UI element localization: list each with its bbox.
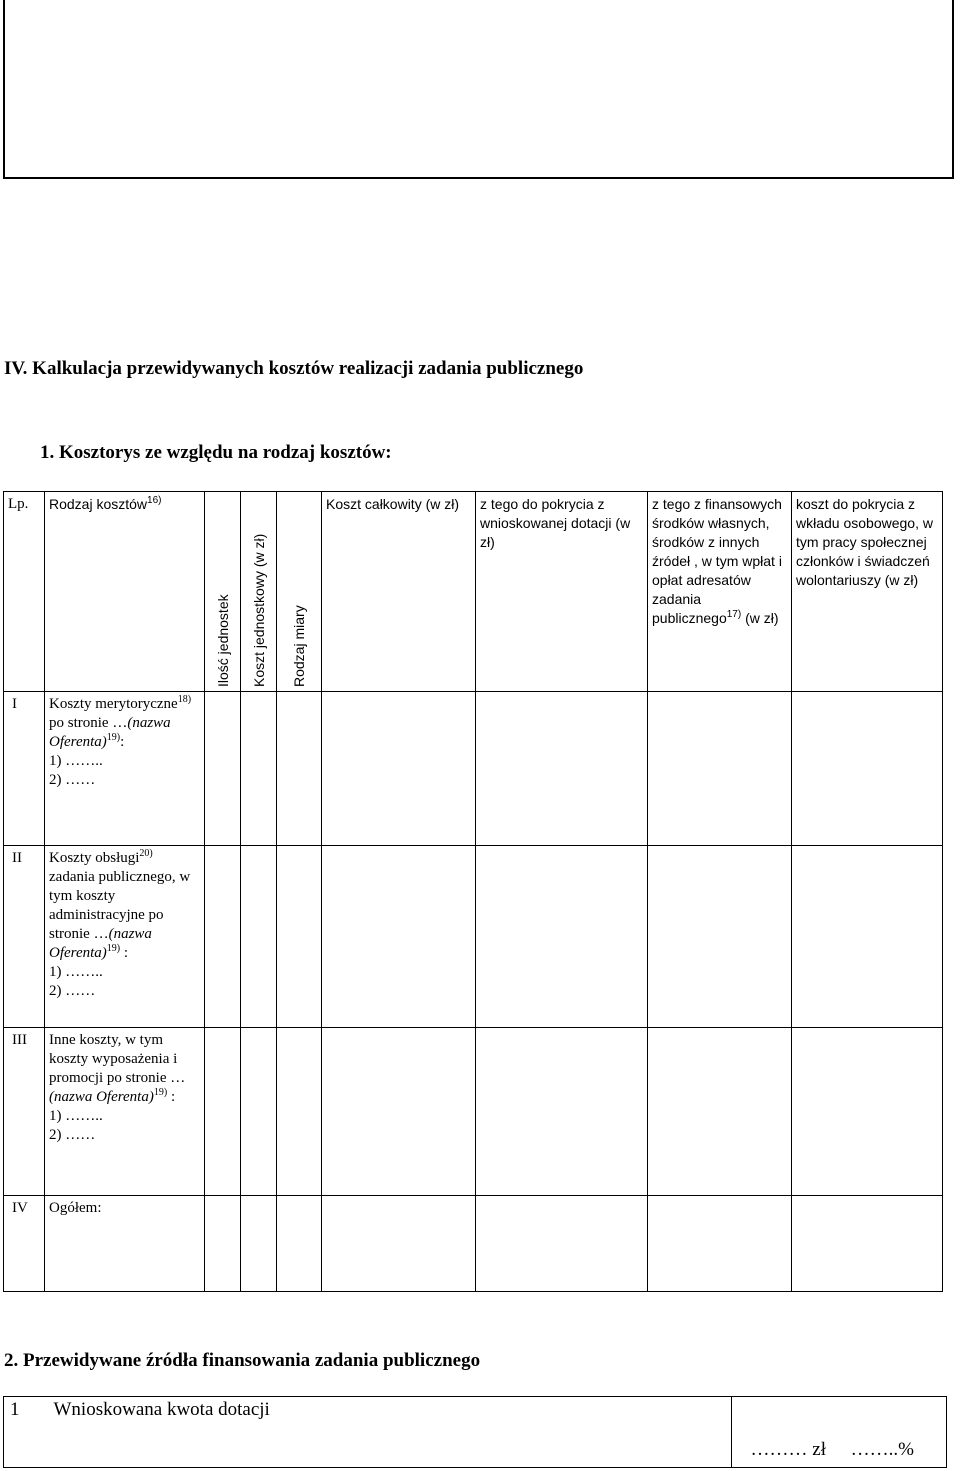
table-row [4, 692, 943, 846]
cost-table [3, 491, 943, 1292]
row-line-2: 2) …… [49, 1127, 96, 1143]
cell[interactable] [205, 1028, 241, 1196]
cell[interactable] [648, 692, 792, 846]
header-ilosc-jednostek [205, 492, 241, 692]
header-rodzaj-kosztow [45, 492, 205, 692]
section-1-title: 1. Kosztorys ze względu na rodzaj kosztów: [40, 442, 392, 463]
header-z-finansowych [648, 492, 792, 692]
row-line-1: 1) …….. [49, 964, 103, 980]
cell[interactable] [205, 1196, 241, 1292]
row-lp: II [4, 846, 45, 1028]
row-text: Inne koszty, w tym koszty wyposażenia i promocji po stronie … [49, 1032, 186, 1086]
row-description: Ogółem: [45, 1196, 205, 1292]
row-description [45, 692, 205, 846]
cell[interactable] [648, 846, 792, 1028]
section-2-title: 2. Przewidywane źródła finansowania zadania publicznego [4, 1350, 481, 1371]
header-rodzaj-kosztow-label: Rodzaj kosztów [49, 496, 148, 512]
header-osobowego: koszt do pokrycia z wkładu osobowego, w tym pracy społecznej członków i świadczeń wolontariuszy (w zł) [792, 492, 943, 692]
cell[interactable] [476, 692, 648, 846]
funding-num: 1 [4, 1397, 48, 1468]
row-oferent: (nazwa Oferenta) [49, 715, 171, 750]
cell[interactable] [322, 846, 476, 1028]
row-colon: : [167, 1089, 176, 1105]
funding-zl: ……… zł [750, 1439, 826, 1460]
cell[interactable] [241, 1028, 277, 1196]
cell[interactable] [476, 846, 648, 1028]
cell[interactable] [648, 1028, 792, 1196]
header-koszt-jednostkowy [241, 492, 277, 692]
row-lp: IV [4, 1196, 45, 1292]
table-row [4, 1028, 943, 1196]
cell[interactable] [792, 1196, 943, 1292]
row-description [45, 846, 205, 1028]
header-rodzaj-miary-label: Rodzaj miary [291, 605, 307, 687]
row-line-1: 1) …….. [49, 753, 103, 769]
cell[interactable] [277, 846, 322, 1028]
row-text-cont: po stronie … [49, 715, 128, 731]
header-z-finansowych-label: z tego z finansowych środków własnych, środków z innych źródeł , w tym wpłat i opłat adresatów zadania publicznego [652, 496, 782, 626]
row-footnote-19: 19) [153, 1087, 168, 1098]
cell[interactable] [648, 1196, 792, 1292]
header-lp: Lp. [4, 492, 45, 692]
header-row [4, 492, 943, 692]
funding-table [3, 1396, 947, 1468]
cell[interactable] [241, 1196, 277, 1292]
footnote-17: 17) [726, 609, 742, 620]
row-footnote-19: 19) [106, 732, 121, 743]
row-lp: III [4, 1028, 45, 1196]
cell[interactable] [322, 692, 476, 846]
cell[interactable] [277, 1196, 322, 1292]
row-text-cont: zadania publicznego, w tym koszty administracyjne po stronie … [49, 869, 191, 942]
header-z-dotacji: z tego do pokrycia z wnioskowanej dotacji (w zł) [476, 492, 648, 692]
row-lp: I [4, 692, 45, 846]
funding-pct: ……..% [850, 1439, 914, 1460]
row-line-2: 2) …… [49, 772, 96, 788]
row-line-1: 1) …….. [49, 1108, 103, 1124]
cell[interactable] [277, 1028, 322, 1196]
table-row-total [4, 1196, 943, 1292]
header-koszt-calkowity: Koszt całkowity (w zł) [322, 492, 476, 692]
cell[interactable] [241, 692, 277, 846]
cell[interactable] [205, 692, 241, 846]
row-oferent: (nazwa Oferenta) [49, 1089, 154, 1105]
row-text: Koszty merytoryczne [49, 696, 178, 712]
header-koszt-jednostkowy-label: Koszt jednostkowy (w zł) [250, 533, 267, 687]
row-colon: : [120, 734, 125, 750]
row-description [45, 1028, 205, 1196]
cell[interactable] [322, 1196, 476, 1292]
row-footnote-19: 19) [106, 943, 121, 954]
cell[interactable] [205, 846, 241, 1028]
cell[interactable] [476, 1028, 648, 1196]
cell[interactable] [792, 1028, 943, 1196]
cell[interactable] [322, 1028, 476, 1196]
section-iv-title: IV. Kalkulacja przewidywanych kosztów realizacji zadania publicznego [4, 358, 584, 379]
table-row [4, 846, 943, 1028]
footnote-16: 16) [147, 495, 162, 506]
row-footnote: 20) [139, 848, 153, 859]
funding-label: Wnioskowana kwota dotacji [48, 1397, 732, 1468]
header-ilosc-jednostek-label: Ilość jednostek [214, 594, 231, 687]
cell[interactable] [792, 846, 943, 1028]
cell[interactable] [792, 692, 943, 846]
header-z-finansowych-tail: (w zł) [741, 610, 779, 626]
funding-row [4, 1397, 947, 1468]
row-text: Koszty obsługi [49, 850, 140, 866]
cell[interactable] [277, 692, 322, 846]
top-frame [3, 0, 954, 179]
row-line-2: 2) …… [49, 983, 96, 999]
row-colon: : [120, 945, 129, 961]
cell[interactable] [241, 846, 277, 1028]
row-footnote: 18) [177, 694, 192, 705]
header-rodzaj-miary [277, 492, 322, 692]
funding-value-cell[interactable] [732, 1397, 947, 1468]
cell[interactable] [476, 1196, 648, 1292]
row-oferent: (nazwa Oferenta) [49, 926, 152, 961]
